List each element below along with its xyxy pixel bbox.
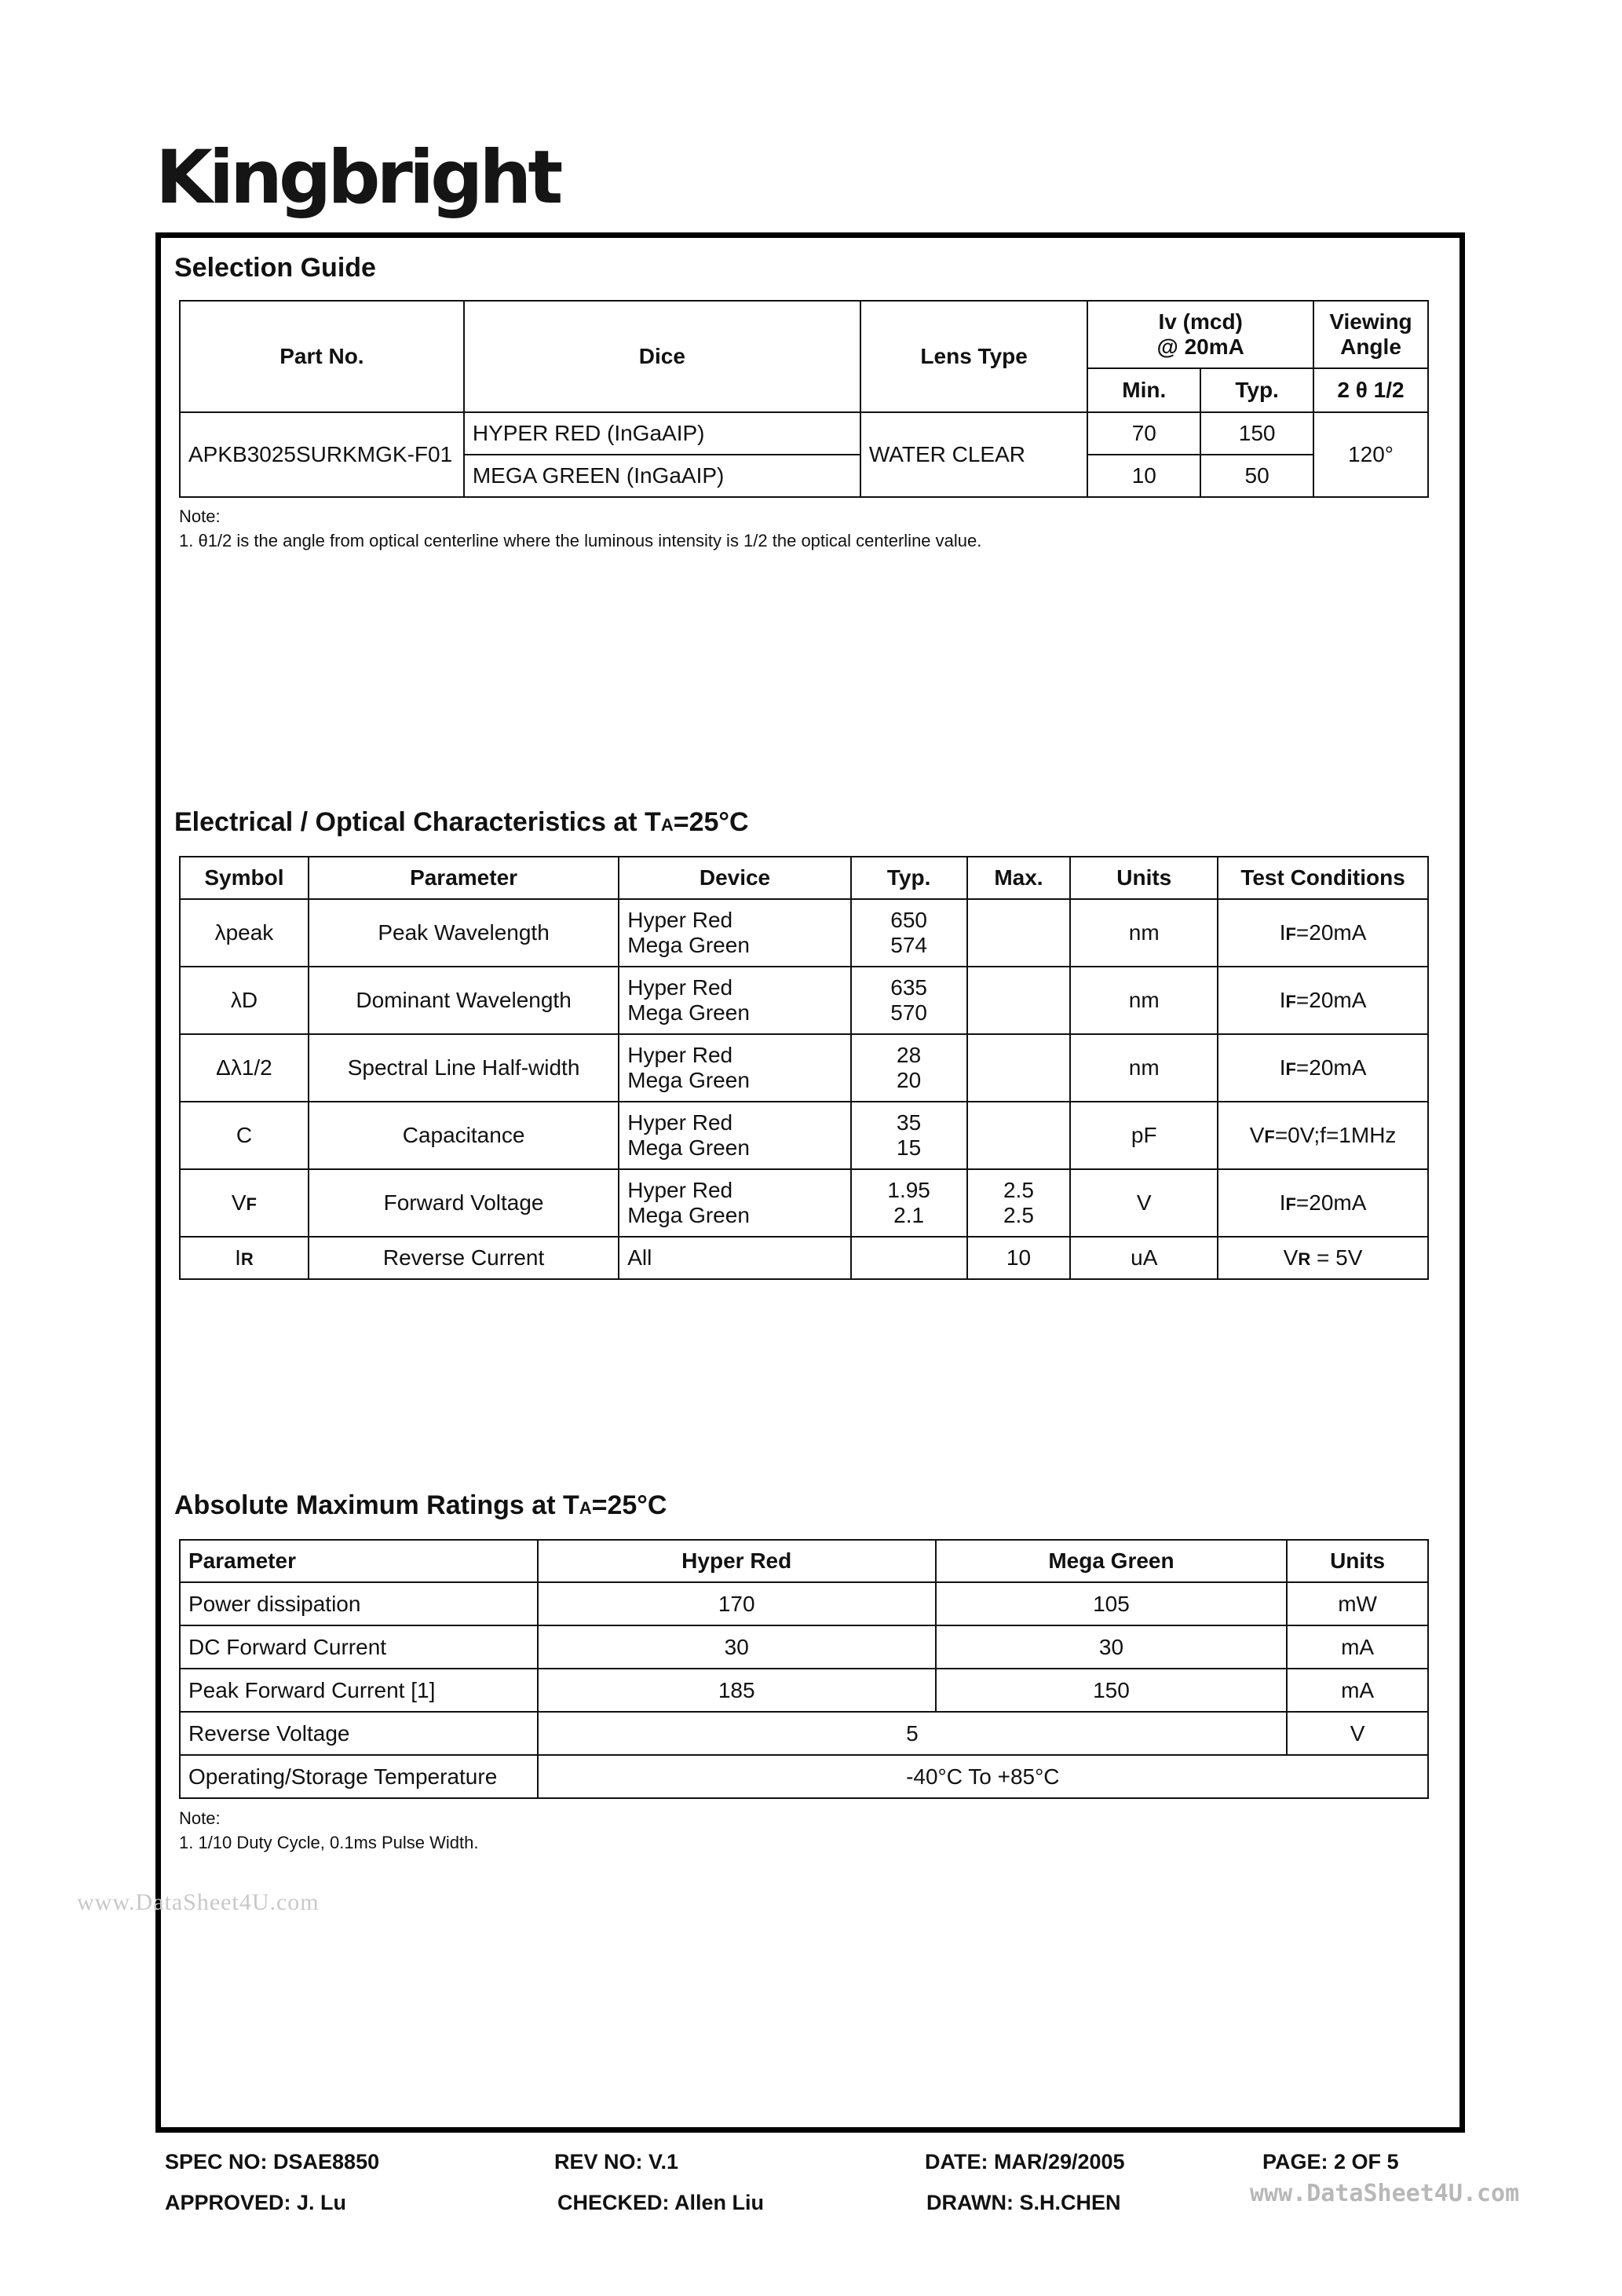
iv-typ-cell: 50 — [1200, 455, 1313, 497]
typ-cell — [851, 1237, 967, 1279]
units-cell: mA — [1287, 1669, 1428, 1712]
electrical-title — [174, 807, 749, 838]
watermark: www.DataSheet4U.com — [77, 1889, 320, 1915]
dice-cell: HYPER RED (InGaAIP) — [464, 412, 860, 455]
cond-text: I — [1279, 1055, 1286, 1080]
parameter-cell: Reverse Current — [309, 1237, 619, 1279]
max-cell: 10 — [967, 1237, 1071, 1279]
device-cell — [619, 899, 850, 967]
typ-value: 35 — [897, 1110, 922, 1135]
header-iv — [1087, 301, 1313, 368]
table-row — [180, 1669, 1428, 1712]
typ-value: 20 — [897, 1068, 922, 1092]
header-iv-line2: @ 20mA — [1156, 335, 1244, 359]
typ-value: 574 — [890, 933, 927, 957]
typ-cell — [851, 1102, 967, 1169]
typ-cell — [851, 1034, 967, 1102]
cond-sub: F — [1285, 924, 1296, 944]
cond-text: V — [1249, 1123, 1265, 1147]
units-cell: mW — [1287, 1582, 1428, 1625]
electrical-title-text: Electrical / Optical Characteristics at T — [174, 807, 661, 837]
header-viewing-angle — [1313, 301, 1428, 368]
checked: CHECKED: Allen Liu — [557, 2191, 764, 2214]
max-value: 2.5 — [1003, 1203, 1034, 1227]
hyper-red-cell: 185 — [538, 1669, 936, 1712]
header-min: Min. — [1087, 368, 1200, 412]
max-cell — [967, 1034, 1071, 1102]
parameter-cell: Peak Wavelength — [309, 899, 619, 967]
header-test-conditions: Test Conditions — [1218, 857, 1428, 899]
symbol-cell — [180, 1034, 309, 1102]
max-cell — [967, 899, 1071, 967]
header-lens-type: Lens Type — [860, 301, 1088, 412]
header-angle: 2 θ 1/2 — [1313, 368, 1428, 412]
max-cell — [967, 1169, 1071, 1237]
viewing-angle-cell: 120° — [1313, 412, 1428, 497]
cond-text: I — [1279, 1190, 1286, 1215]
device-cell — [619, 1034, 850, 1102]
device-line: Mega Green — [627, 933, 750, 957]
conditions-cell — [1218, 899, 1428, 967]
header-iv-line1: Iv (mcd) — [1158, 309, 1243, 334]
conditions-cell — [1218, 1237, 1428, 1279]
iv-min-cell: 10 — [1087, 455, 1200, 497]
header-units: Units — [1287, 1540, 1428, 1582]
header-parameter: Parameter — [180, 1540, 538, 1582]
units-cell: uA — [1070, 1237, 1218, 1279]
typ-cell — [851, 899, 967, 967]
cond-post: =20mA — [1295, 920, 1367, 945]
symbol-cell — [180, 967, 309, 1034]
device-line: Hyper Red — [627, 1110, 733, 1135]
table-row — [180, 1712, 1428, 1755]
part-no-cell: APKB3025SURKMGK-F01 — [180, 412, 464, 497]
device-line: Hyper Red — [627, 1178, 733, 1202]
header-viewing-line1: Viewing — [1329, 309, 1412, 334]
header-hyper-red: Hyper Red — [538, 1540, 936, 1582]
cond-post: = 5V — [1310, 1245, 1363, 1270]
header-typ: Typ. — [1200, 368, 1313, 412]
parameter-cell: Spectral Line Half-width — [309, 1034, 619, 1102]
units-cell: pF — [1070, 1102, 1218, 1169]
kingbright-logo: Kingbright — [155, 135, 560, 221]
device-cell: All — [619, 1237, 850, 1279]
symbol-text: V — [231, 1190, 247, 1215]
typ-value: 15 — [897, 1135, 922, 1160]
absolute-title-sub: A — [579, 1498, 592, 1518]
parameter-cell: Dominant Wavelength — [309, 967, 619, 1034]
page-number: PAGE: 2 OF 5 — [1262, 2150, 1399, 2174]
max-value: 2.5 — [1003, 1178, 1034, 1202]
units-cell: mA — [1287, 1625, 1428, 1669]
cond-post: =20mA — [1295, 1190, 1367, 1215]
selection-note — [179, 504, 981, 553]
cond-sub: F — [1285, 992, 1296, 1011]
cond-post: =0V;f=1MHz — [1274, 1123, 1397, 1147]
hyper-red-cell: 170 — [538, 1582, 936, 1625]
typ-cell — [851, 967, 967, 1034]
hyper-red-cell: 30 — [538, 1625, 936, 1669]
symbol-sub: F — [246, 1194, 257, 1214]
table-row — [180, 1237, 1428, 1279]
electrical-title-sub: A — [660, 815, 674, 835]
selection-guide-table — [179, 300, 1429, 498]
reverse-voltage-value: 5 — [538, 1712, 1288, 1755]
units-cell: nm — [1070, 899, 1218, 967]
absolute-title-suffix: =25°C — [591, 1490, 667, 1520]
mega-green-cell: 105 — [936, 1582, 1287, 1625]
electrical-title-suffix: =25°C — [673, 807, 749, 837]
approved: APPROVED: J. Lu — [165, 2191, 347, 2214]
parameter-cell: Forward Voltage — [309, 1169, 619, 1237]
cond-sub: F — [1285, 1194, 1296, 1214]
device-line: Mega Green — [627, 1000, 750, 1025]
table-row — [180, 1034, 1428, 1102]
symbol-cell — [180, 1237, 309, 1279]
device-line: Mega Green — [627, 1135, 750, 1160]
typ-value: 650 — [890, 908, 927, 932]
absolute-table — [179, 1539, 1429, 1799]
note-text: 1. θ1/2 is the angle from optical centerline where the luminous intensity is 1/2 the optical centerline value. — [179, 531, 982, 550]
device-cell — [619, 1169, 850, 1237]
cond-text: V — [1283, 1245, 1299, 1270]
device-line: Hyper Red — [627, 1043, 733, 1067]
table-row — [180, 1582, 1428, 1625]
symbol-cell — [180, 899, 309, 967]
max-cell — [967, 1102, 1071, 1169]
cond-post: =20mA — [1295, 988, 1367, 1012]
mega-green-cell: 150 — [936, 1669, 1287, 1712]
parameter-cell: Peak Forward Current [1] — [180, 1669, 538, 1712]
device-line: Mega Green — [627, 1068, 750, 1092]
header-parameter: Parameter — [309, 857, 619, 899]
units-cell: V — [1287, 1712, 1428, 1755]
header-symbol: Symbol — [180, 857, 309, 899]
symbol-cell — [180, 1102, 309, 1169]
cond-text: I — [1279, 920, 1286, 945]
header-mega-green: Mega Green — [936, 1540, 1287, 1582]
note-label: Note: — [179, 1808, 221, 1828]
iv-typ-cell: 150 — [1200, 412, 1313, 455]
spec-no: SPEC NO: DSAE8850 — [165, 2150, 380, 2174]
parameter-cell: Reverse Voltage — [180, 1712, 538, 1755]
symbol-text: Δλ1/2 — [216, 1055, 272, 1080]
footer-watermark: www.DataSheet4U.com — [1250, 2180, 1520, 2207]
cond-sub: F — [1264, 1127, 1275, 1146]
note-text: 1. 1/10 Duty Cycle, 0.1ms Pulse Width. — [179, 1833, 479, 1852]
absolute-note — [179, 1806, 479, 1855]
header-typ: Typ. — [851, 857, 967, 899]
symbol-text: λpeak — [214, 920, 274, 945]
lens-type-cell: WATER CLEAR — [860, 412, 1088, 497]
conditions-cell — [1218, 1169, 1428, 1237]
temperature-value: -40°C To +85°C — [538, 1755, 1428, 1798]
conditions-cell — [1218, 967, 1428, 1034]
cond-sub: R — [1298, 1249, 1311, 1269]
table-row — [180, 1625, 1428, 1669]
typ-value: 570 — [890, 1000, 927, 1025]
conditions-cell — [1218, 1034, 1428, 1102]
note-label: Note: — [179, 506, 221, 526]
symbol-text: I — [235, 1245, 241, 1270]
mega-green-cell: 30 — [936, 1625, 1287, 1669]
max-cell — [967, 967, 1071, 1034]
table-row — [180, 1169, 1428, 1237]
units-cell: nm — [1070, 967, 1218, 1034]
parameter-cell: Operating/Storage Temperature — [180, 1755, 538, 1798]
symbol-text: C — [236, 1123, 253, 1147]
selection-guide-title: Selection Guide — [174, 253, 376, 283]
table-row — [180, 967, 1428, 1034]
cond-sub: F — [1285, 1059, 1296, 1079]
parameter-cell: DC Forward Current — [180, 1625, 538, 1669]
units-cell: nm — [1070, 1034, 1218, 1102]
typ-value: 28 — [897, 1043, 922, 1067]
header-dice: Dice — [464, 301, 860, 412]
symbol-cell — [180, 1169, 309, 1237]
cond-text: I — [1279, 988, 1286, 1012]
absolute-title — [174, 1490, 667, 1521]
typ-value: 635 — [890, 975, 927, 1000]
cond-post: =20mA — [1295, 1055, 1367, 1080]
electrical-table — [179, 856, 1429, 1280]
typ-value: 1.95 — [887, 1178, 930, 1202]
symbol-sub: R — [240, 1249, 254, 1269]
header-max: Max. — [967, 857, 1071, 899]
typ-cell — [851, 1169, 967, 1237]
device-cell — [619, 1102, 850, 1169]
device-cell — [619, 967, 850, 1034]
iv-min-cell: 70 — [1087, 412, 1200, 455]
table-row — [180, 1102, 1428, 1169]
parameter-cell: Power dissipation — [180, 1582, 538, 1625]
table-row — [180, 1755, 1428, 1798]
conditions-cell — [1218, 1102, 1428, 1169]
header-part-no: Part No. — [180, 301, 464, 412]
units-cell: V — [1070, 1169, 1218, 1237]
device-line: Hyper Red — [627, 908, 733, 932]
table-row — [180, 899, 1428, 967]
absolute-title-text: Absolute Maximum Ratings at T — [174, 1490, 579, 1520]
dice-cell: MEGA GREEN (InGaAIP) — [464, 455, 860, 497]
date: DATE: MAR/29/2005 — [925, 2150, 1125, 2174]
header-device: Device — [619, 857, 850, 899]
typ-value: 2.1 — [893, 1203, 925, 1227]
header-units: Units — [1070, 857, 1218, 899]
device-line: Mega Green — [627, 1203, 750, 1227]
rev-no: REV NO: V.1 — [554, 2150, 679, 2174]
device-line: Hyper Red — [627, 975, 733, 1000]
header-viewing-line2: Angle — [1340, 335, 1401, 359]
drawn: DRAWN: S.H.CHEN — [926, 2191, 1121, 2214]
symbol-text: λD — [230, 988, 258, 1012]
parameter-cell: Capacitance — [309, 1102, 619, 1169]
